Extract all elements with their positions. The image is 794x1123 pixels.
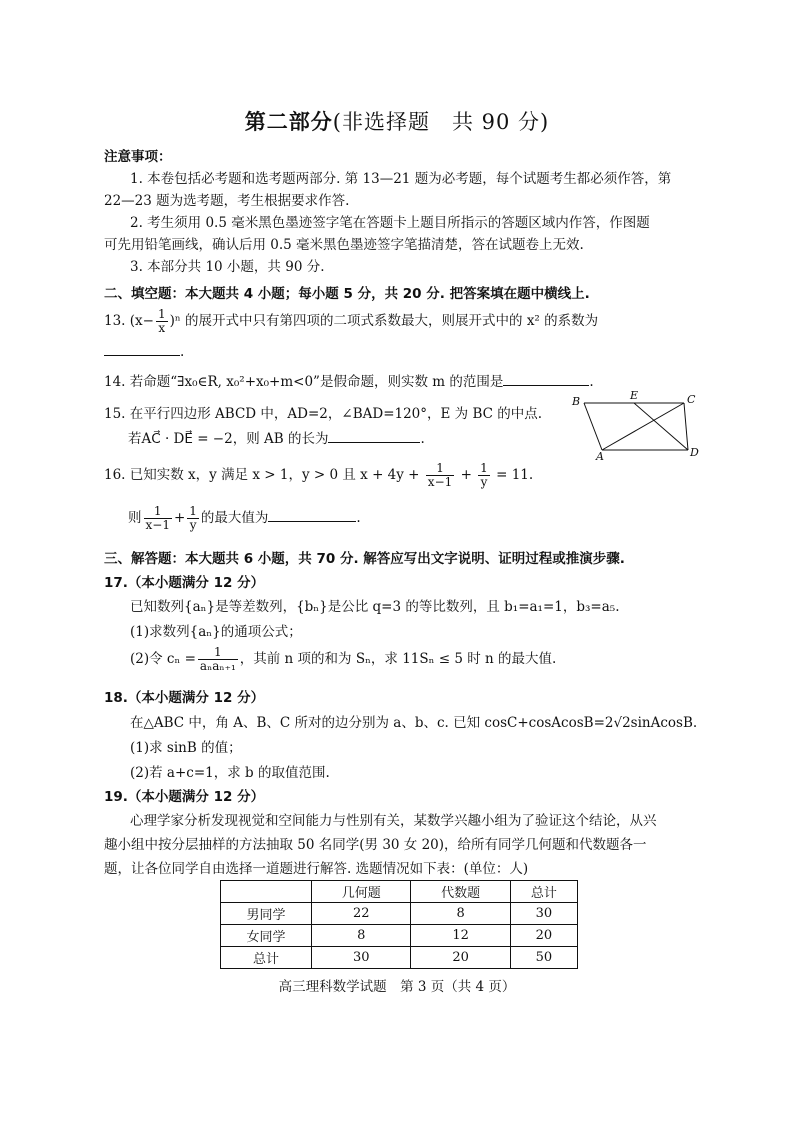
q16-g1-num: 1 xyxy=(144,505,172,519)
q16-gplus: + xyxy=(173,510,186,526)
table-row xyxy=(221,925,578,947)
q14-end: . xyxy=(589,374,594,390)
q17-frac-num: 1 xyxy=(198,646,238,660)
q14-text: 14. 若命题“∃x₀∈R, x₀²+x₀+m<0”是假命题，则实数 m 的范围是 xyxy=(104,374,504,390)
q17-l2: (1)求数列{aₙ}的通项公式； xyxy=(130,624,302,640)
label-e: E xyxy=(630,390,639,402)
table-cell: 女同学 xyxy=(221,925,312,947)
q13-num: 13. xyxy=(104,313,126,329)
q14-line xyxy=(104,370,594,390)
q16-frac1-den: x−1 xyxy=(427,475,453,489)
q17-fraction xyxy=(198,646,238,673)
q13-line1 xyxy=(104,308,598,335)
q13-pre: (x− xyxy=(129,313,154,329)
q18-l2: (1)求 sinB 的值； xyxy=(130,740,242,756)
q16-frac1 xyxy=(426,462,454,489)
diagonal-ac xyxy=(602,403,684,450)
q16-answer-blank[interactable] xyxy=(268,509,356,522)
section2-heading: 二、填空题：本大题共 4 小题；每小题 5 分，共 20 分. 把答案填在题中横线上. xyxy=(104,286,590,302)
q16-frac1-num: 1 xyxy=(426,462,454,476)
q18-head: 18.（本小题满分 12 分） xyxy=(104,690,265,706)
q15-end: . xyxy=(420,431,425,447)
q17-l1: 已知数列{aₙ}是等差数列，{bₙ}是公比 q=3 的等比数列，且 b₁=a₁=1，b₃=a₅. xyxy=(130,599,620,615)
q17-l3 xyxy=(130,646,556,673)
page-footer: 高三理科数学试题 第 3 页（共 4 页） xyxy=(278,979,516,995)
q13-answer-blank[interactable] xyxy=(104,343,180,356)
table-cell: 12 xyxy=(411,925,510,947)
page-title xyxy=(0,106,794,136)
notice-p1a: 1. 本卷包括必考题和选考题两部分. 第 13—21 题为必考题，每个试题考生都必须作答，第 xyxy=(130,171,672,187)
q15-line2-text: 若AC⃗ · DE⃗ = −2，则 AB 的长为 xyxy=(128,431,329,447)
table-header-cell: 代数题 xyxy=(411,881,510,903)
notice-p3: 3. 本部分共 10 小题，共 90 分. xyxy=(130,259,325,275)
q17-head: 17.（本小题满分 12 分） xyxy=(104,575,265,591)
selection-table xyxy=(220,880,578,969)
q19-l3: 题，让各位同学自由选择一道题进行解答. 选题情况如下表：(单位：人) xyxy=(104,861,529,877)
q18-l1: 在△ABC 中，角 A、B、C 所对的边分别为 a、b、c. 已知 cosC+cosAcosB=2√2sinAcosB. xyxy=(130,715,698,731)
notice-p1b: 22—23 题为选考题，考生根据要求作答. xyxy=(104,193,350,209)
q17-l3-post: ，其前 n 项的和为 Sₙ，求 11Sₙ ≤ 5 时 n 的最大值. xyxy=(239,651,557,667)
q15-answer-blank[interactable] xyxy=(328,430,420,443)
q13-frac-den: x xyxy=(158,321,166,335)
table-header-cell: 几何题 xyxy=(312,881,411,903)
q16-line1 xyxy=(104,462,533,489)
table-cell: 20 xyxy=(411,947,510,969)
q16-line2-pre: 则 xyxy=(128,510,142,526)
table-cell: 20 xyxy=(510,925,577,947)
table-row xyxy=(221,903,578,925)
table-cell: 8 xyxy=(411,903,510,925)
table-header-cell: 总计 xyxy=(510,881,577,903)
notice-p2a: 2. 考生须用 0.5 毫米黑色墨迹签字笔在答题卡上题目所指示的答题区域内作答，作图题 xyxy=(130,215,650,231)
q16-frac2-den: y xyxy=(480,475,488,489)
q19-head: 19.（本小题满分 12 分） xyxy=(104,789,265,805)
table-row xyxy=(221,947,578,969)
q16-g2-den: y xyxy=(189,518,197,532)
edge-ba xyxy=(584,403,602,450)
q16-end: . xyxy=(356,510,361,526)
q13-end: . xyxy=(180,344,185,360)
table-cell: 22 xyxy=(312,903,411,925)
notice-heading: 注意事项： xyxy=(104,149,172,165)
q14-answer-blank[interactable] xyxy=(503,373,589,386)
q13-frac-num: 1 xyxy=(157,307,166,321)
q15-line1: 15. 在平行四边形 ABCD 中，AD=2，∠BAD=120°，E 为 BC 的中点. xyxy=(104,406,543,422)
q19-l2: 趣小组中按分层抽样的方法抽取 50 名同学(男 30 女 20)，给所有同学几何题和代数题各一 xyxy=(104,837,647,853)
table-header-row xyxy=(221,881,578,903)
table-cell: 50 xyxy=(510,947,577,969)
label-d: D xyxy=(690,446,699,459)
q13-line2 xyxy=(104,343,184,360)
notice-p2b: 可先用铅笔画线，确认后用 0.5 毫米黑色墨迹签字笔描清楚，答在试题卷上无效. xyxy=(104,237,584,253)
q13-fraction xyxy=(156,308,168,335)
label-c: C xyxy=(687,393,696,406)
table-cell: 30 xyxy=(312,947,411,969)
q16-g1 xyxy=(144,505,172,532)
q16-line2 xyxy=(128,505,361,532)
q16-g2 xyxy=(187,505,199,532)
q15-line2 xyxy=(128,427,425,447)
parallelogram-figure xyxy=(568,390,708,462)
table-cell: 总计 xyxy=(221,947,312,969)
q16-pre: 16. 已知实数 x，y 满足 x > 1，y > 0 且 x + 4y + xyxy=(104,467,420,483)
q16-frac2-num: 1 xyxy=(480,461,488,475)
edge-cd xyxy=(684,403,688,450)
table-cell: 30 xyxy=(510,903,577,925)
q16-g2-num: 1 xyxy=(189,504,197,518)
title-main: 第二部分 xyxy=(244,110,333,134)
q16-g1-den: x−1 xyxy=(145,518,170,532)
q17-l3-pre: (2)令 cₙ = xyxy=(130,651,196,667)
q16-post: = 11. xyxy=(496,467,534,483)
section3-heading: 三、解答题：本大题共 6 小题，共 70 分. 解答应写出文字说明、证明过程或推演步骤. xyxy=(104,551,625,567)
table-header-cell xyxy=(221,881,312,903)
label-a: A xyxy=(596,450,604,462)
q13-post: )ⁿ 的展开式中只有第四项的二项式系数最大，则展开式中的 x² 的系数为 xyxy=(169,313,599,329)
q16-plus: + xyxy=(460,467,472,483)
title-sub: (非选择题 共 90 分) xyxy=(332,110,550,134)
table-cell: 8 xyxy=(312,925,411,947)
q18-l3: (2)若 a+c=1，求 b 的取值范围. xyxy=(130,765,330,781)
q16-frac2 xyxy=(478,462,490,489)
q17-frac-den: aₙaₙ₊₁ xyxy=(199,659,236,673)
label-b: B xyxy=(572,395,581,408)
q16-line2-post: 的最大值为 xyxy=(200,510,269,526)
q19-l1: 心理学家分析发现视觉和空间能力与性别有关，某数学兴趣小组为了验证这个结论，从兴 xyxy=(130,813,657,829)
table-cell: 男同学 xyxy=(221,903,312,925)
